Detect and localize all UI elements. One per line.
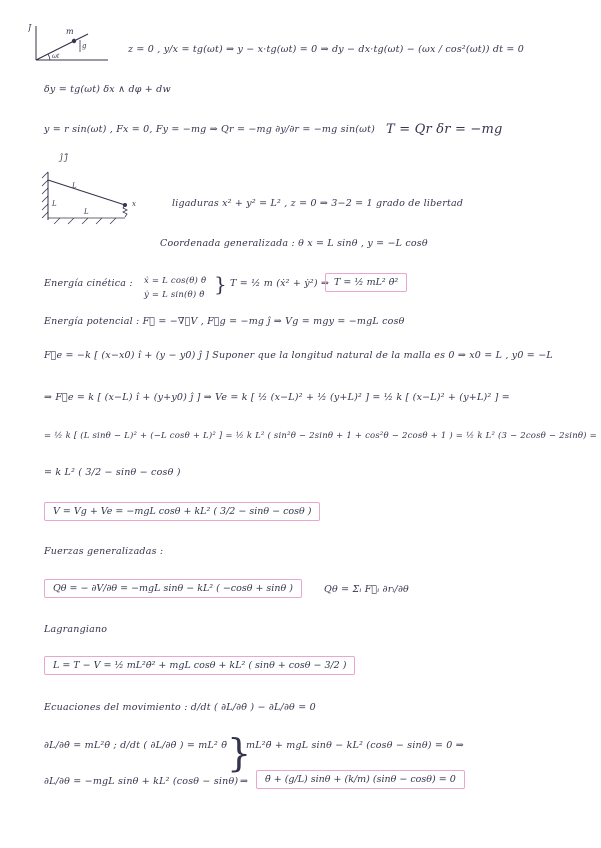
kinetic-x-dot: ẋ = L cos(θ) θ̇ bbox=[144, 276, 207, 286]
lagrangian-label: Lagrangiano bbox=[44, 624, 108, 635]
pendulum-spring-sketch bbox=[40, 150, 150, 230]
sketch2-length-2: L bbox=[52, 200, 57, 208]
eom-brace: } bbox=[227, 731, 252, 775]
kinetic-T-expr: T = ½ m (ẋ² + ẏ²) ⇒ bbox=[230, 278, 330, 289]
generalized-force-result: Qθ = − ∂V/∂θ = −mgL sinθ − kL² ( −cosθ + sinθ ) bbox=[44, 579, 302, 598]
eom-expanded-line: mL²θ̈ + mgL sinθ − kL² (cosθ − sinθ) = 0 ⇒ bbox=[246, 740, 464, 751]
force-line: y = r sin(ωt) , Fx = 0, Fy = −mg ⇒ Qr = −mg ∂y/∂r = −mg sin(ωt) bbox=[44, 124, 376, 135]
kinetic-energy-result: T = ½ mL² θ̇² bbox=[325, 273, 407, 292]
generalized-force-definition: Qθ = Σᵢ F⃗ᵢ ∂rᵢ/∂θ bbox=[324, 584, 409, 595]
sketch2-unit-vectors: ĵ ĵ̂ bbox=[60, 153, 68, 162]
equations-of-motion-label: Ecuaciones del movimiento : d/dt ( ∂L/∂θ̇ ) − ∂L/∂θ = 0 bbox=[44, 702, 316, 713]
potential-energy-line: Energía potencial : F⃗ = −∇⃗V , F⃗g = −mg ĵ ⇒ Vg = mgy = −mgL cosθ bbox=[44, 316, 405, 327]
final-equation-of-motion: θ̈ + (g/L) sinθ + (k/m) (sinθ − cosθ) = 0 bbox=[256, 770, 465, 789]
spring-potential-3: = k L² ( 3/2 − sinθ − cosθ ) bbox=[44, 467, 181, 478]
virtual-displacement: δy = tg(ωt) δx ∧ dφ + dw bbox=[44, 84, 171, 95]
rotating-rod-sketch bbox=[28, 20, 118, 70]
generalized-forces-label: Fuerzas generalizadas : bbox=[44, 546, 164, 557]
sketch1-angle: ωt bbox=[52, 53, 60, 60]
kinetic-brace: } bbox=[214, 272, 227, 296]
sketch2-x-label: x bbox=[132, 200, 136, 208]
spring-force-line: F⃗e = −k [ (x−x0) î + (y − y0) ĵ ] Suponer que la longitud natural de la malla es 0 ⇒ x0 = L , y0 = −L bbox=[44, 350, 553, 361]
constraint-line: z = 0 , y/x = tg(ωt) ⇒ y − x·tg(ωt) = 0 ⇒ dy − dx·tg(ωt) − (ωx / cos²(ωt)) dt = 0 bbox=[128, 44, 524, 55]
ligaduras-line: ligaduras x² + y² = L² , z = 0 ⇒ 3−2 = 1 grado de libertad bbox=[172, 198, 464, 209]
sketch1-axis-y: J bbox=[28, 23, 32, 32]
spring-potential-1: ⇒ F⃗e = k [ (x−L) î + (y+y0) ĵ ] ⇒ Ve = k [ ½ (x−L)² + ½ (y+L)² ] = ½ k [ (x−L)² + (y+L)² ] = bbox=[44, 392, 510, 403]
sketch1-g: g bbox=[82, 42, 87, 50]
spring-potential-2: = ½ k [ (L sinθ − L)² + (−L cosθ + L)² ] = ½ k L² ( sin²θ − 2sinθ + 1 + cos²θ − 2cosθ + 1 ) = ½ k L² (3 − 2cosθ − 2sinθ) = bbox=[44, 431, 597, 441]
sketch2-length-1: L bbox=[72, 182, 77, 190]
sketch1-mass: m bbox=[66, 27, 74, 36]
kinetic-energy-label: Energía cinética : bbox=[44, 278, 133, 289]
work-line: T = Qr δr = −mg bbox=[386, 122, 503, 137]
kinetic-y-dot: ẏ = L sin(θ) θ̇ bbox=[144, 290, 205, 300]
eom-momentum-line: ∂L/∂θ̇ = mL²θ̇ ; d/dt ( ∂L/∂θ̇ ) = mL² θ̈ bbox=[44, 740, 228, 751]
generalized-coordinate: Coordenada generalizada : θ x = L sinθ , y = −L cosθ bbox=[160, 238, 428, 249]
lagrangian-result: L = T − V = ½ mL²θ̇² + mgL cosθ + kL² ( sinθ + cosθ − 3/2 ) bbox=[44, 656, 355, 675]
sketch2-length-3: L bbox=[84, 208, 89, 216]
eom-partial-theta-line: ∂L/∂θ = −mgL sinθ + kL² (cosθ − sinθ) bbox=[44, 776, 239, 787]
eom-arrow: ⇒ bbox=[240, 776, 249, 787]
total-potential-result: V = Vg + Ve = −mgL cosθ + kL² ( 3/2 − sinθ − cosθ ) bbox=[44, 502, 320, 521]
